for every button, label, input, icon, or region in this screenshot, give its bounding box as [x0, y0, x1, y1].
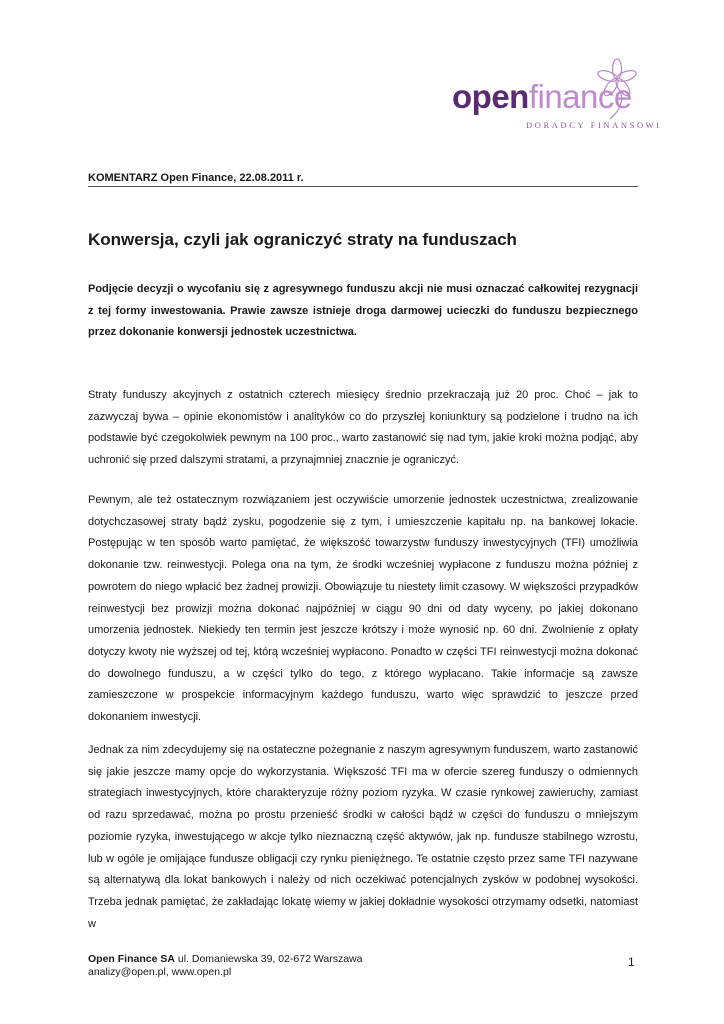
- page-footer: [88, 953, 362, 979]
- body-paragraph: Jednak za nim zdecydujemy się na ostateczne pożegnanie z naszym agresywnym funduszem, warto zastanowić się jakie jeszcze mamy opcje do wykorzystania. Większość TFI ma w ofercie szereg funduszy o odmiennych strategiach inwestycyjnych, które charakteryzuje różny poziom ryzyka. W czasie rynkowej zawieruchy, zamiast od razu sprzedawać, można po prostu przenieść środki w całości bądź w części do funduszu o mniejszym poziomie ryzyka, inwestującego w akcje tylko nieznaczną część aktywów, jak np. fundusze stabilnego wzrostu, lub w ogóle je omijające fundusze obligacji czy rynku pieniężnego. Te ostatnie często przez same TFI nazywane są alternatywą dla lokat bankowych i należy od nich oczekiwać potencjalnych zysków w podobnej wysokości. Trzeba jednak pamiętać, że zakładając lokatę wiemy w jakiej dokładnie wysokości otrzymamy odsetki, natomiast w: [88, 744, 638, 930]
- open-finance-logo: [448, 55, 662, 135]
- body-paragraph: Straty funduszy akcyjnych z ostatnich czterech miesięcy średnio przekraczają już 20 proc. Choć – jak to zazwyczaj bywa – opinie ekonomistów i analityków co do przyszłej koniunktury są podzielone i trudno na ich podstawie być czegokolwiek pewnym na 100 proc., warto zastanowić się nad tym, jakie kroki można podjąć, aby uchronić się przed dalszymi stratami, a przynajmniej znacznie je ograniczyć.: [88, 389, 638, 467]
- comment-header: KOMENTARZ Open Finance, 22.08.2011 r.: [88, 172, 304, 184]
- footer-company-line: [88, 953, 362, 966]
- body-paragraph: Pewnym, ale też ostatecznym rozwiązaniem jest oczywiście umorzenie jednostek uczestnictwa, zrealizowanie dotychczasowej straty bądź zysku, pogodzenie się z tym, i umieszczenie kapitału np. na bankowej lokacie. Postępując w ten sposób warto pamiętać, że większość towarzystw funduszy inwestycyjnych (TFI) umożliwia dokonanie tzw. reinwestycji. Polega ona na tym, że środki wcześniej wypłacone z funduszu można później z powrotem do niego wpłacić bez żadnej prowizji. Obowiązuje tu niestety limit czasowy. W większości przypadków reinwestycji bez prowizji można dokonać najpóźniej w ciągu 90 dni od daty wyceny, po jakiej dokonano umorzenia jednostek. Niekiedy ten termin jest jeszcze krótszy i może wynosić np. 60 dni. Zwolnienie z opłaty dotyczy kwoty nie wyższej od tej, którą wcześniej wypłacono. Ponadto w części TFI reinwestycji można dokonać do dowolnego funduszu, a w części tylko do tego, z którego wypłacano. Takie informacje są zawsze zamieszczone w prospekcie informacyjnym każdego funduszu, warto więc sprawdzić to jeszcze przed dokonaniem inwestycji.: [88, 494, 638, 724]
- logo-subtitle: DORADCY FINANSOWI: [526, 120, 662, 130]
- logo-word-open: open: [452, 78, 529, 115]
- header-divider: [88, 186, 638, 187]
- footer-contact: analizy@open.pl, www.open.pl: [88, 966, 232, 978]
- footer-address: ul. Domaniewska 39, 02-672 Warszawa: [177, 953, 363, 965]
- logo-word-finance: finance: [528, 78, 632, 115]
- footer-company: Open Finance SA: [88, 953, 175, 965]
- flower-logo-icon: [590, 57, 644, 121]
- article-title: Konwersja, czyli jak ograniczyć straty na funduszach: [88, 230, 517, 249]
- article-lead: Podjęcie decyzji o wycofaniu się z agresywnego funduszu akcji nie musi oznaczać całkowitej rezygnacji z tej formy inwestowania. Prawie zawsze istnieje droga darmowej ucieczki do funduszu bezpiecznego przez dokonanie konwersji jednostek uczestnictwa.: [88, 283, 638, 338]
- page-number: 1: [628, 955, 635, 969]
